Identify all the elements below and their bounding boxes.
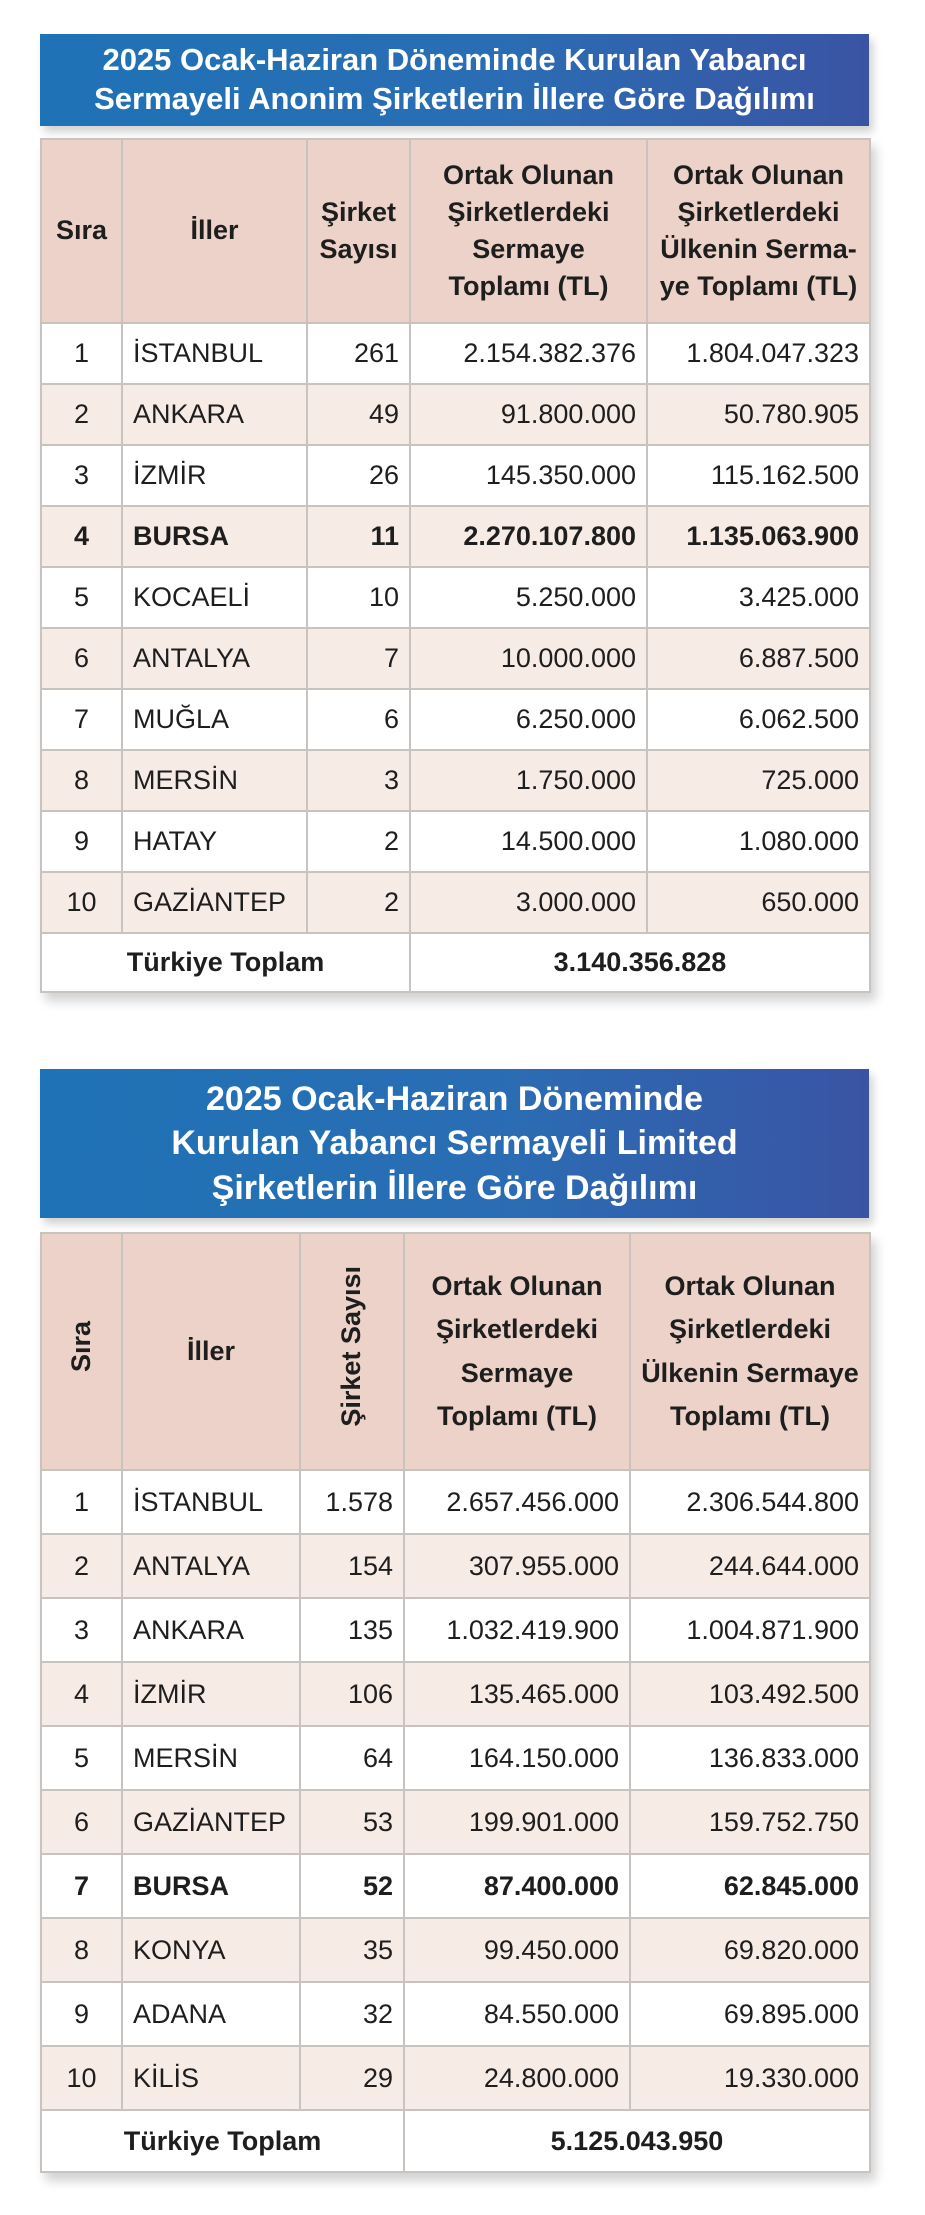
table-row <box>41 2046 870 2110</box>
cell-sira: 9 <box>41 1982 122 2046</box>
cell-sira: 3 <box>41 1598 122 1662</box>
cell-il: İZMİR <box>122 1662 300 1726</box>
cell-sira: 6 <box>41 628 122 689</box>
total-label: Türkiye Toplam <box>41 2110 404 2172</box>
table-row <box>41 1982 870 2046</box>
cell-ulke-sermaye: 19.330.000 <box>630 2046 870 2110</box>
cell-sayi: 7 <box>307 628 410 689</box>
header-sira: Sıra <box>41 139 122 323</box>
header-sira <box>41 1233 122 1470</box>
cell-il: KONYA <box>122 1918 300 1982</box>
table-row-highlighted <box>41 506 870 567</box>
cell-sayi: 52 <box>300 1854 404 1918</box>
anonim-table <box>40 138 871 993</box>
header-iller: İller <box>122 1233 300 1470</box>
cell-il: HATAY <box>122 811 307 872</box>
header-ulke-sermaye-toplami: Ortak Olunan Şirketlerdeki Ülkenin Serma-ye Toplamı (TL) <box>647 139 870 323</box>
cell-sira: 8 <box>41 1918 122 1982</box>
cell-sermaye: 14.500.000 <box>410 811 647 872</box>
cell-sermaye: 1.750.000 <box>410 750 647 811</box>
cell-ulke-sermaye: 159.752.750 <box>630 1790 870 1854</box>
cell-ulke-sermaye: 50.780.905 <box>647 384 870 445</box>
cell-sayi: 53 <box>300 1790 404 1854</box>
cell-sermaye: 3.000.000 <box>410 872 647 933</box>
cell-sira: 3 <box>41 445 122 506</box>
cell-sermaye: 2.270.107.800 <box>410 506 647 567</box>
cell-il: GAZİANTEP <box>122 872 307 933</box>
cell-il: GAZİANTEP <box>122 1790 300 1854</box>
cell-ulke-sermaye: 136.833.000 <box>630 1726 870 1790</box>
cell-il: KİLİS <box>122 2046 300 2110</box>
cell-sayi: 64 <box>300 1726 404 1790</box>
cell-il: KOCAELİ <box>122 567 307 628</box>
cell-sira: 9 <box>41 811 122 872</box>
cell-ulke-sermaye: 1.135.063.900 <box>647 506 870 567</box>
cell-sira: 6 <box>41 1790 122 1854</box>
table-row <box>41 1470 870 1534</box>
cell-ulke-sermaye: 69.895.000 <box>630 1982 870 2046</box>
table-row <box>41 1662 870 1726</box>
cell-il: İSTANBUL <box>122 323 307 384</box>
cell-il: ANTALYA <box>122 628 307 689</box>
table-row <box>41 1726 870 1790</box>
cell-sermaye: 24.800.000 <box>404 2046 630 2110</box>
limited-title-line-2: Kurulan Yabancı Sermayeli Limited <box>171 1124 738 1163</box>
cell-sira: 2 <box>41 384 122 445</box>
cell-ulke-sermaye: 1.080.000 <box>647 811 870 872</box>
total-row <box>41 933 870 992</box>
table-row <box>41 750 870 811</box>
cell-il: MERSİN <box>122 750 307 811</box>
header-iller: İller <box>122 139 307 323</box>
cell-sermaye: 84.550.000 <box>404 1982 630 2046</box>
header-sirket-sayisi <box>300 1233 404 1470</box>
header-sermaye-toplami: Ortak Olunan Şirketlerdeki Sermaye Toplamı (TL) <box>410 139 647 323</box>
cell-sayi: 11 <box>307 506 410 567</box>
cell-sayi: 135 <box>300 1598 404 1662</box>
cell-sayi: 10 <box>307 567 410 628</box>
anonim-header-row <box>41 139 870 323</box>
table-row <box>41 445 870 506</box>
cell-il: ANKARA <box>122 384 307 445</box>
table-row <box>41 1534 870 1598</box>
cell-sermaye: 6.250.000 <box>410 689 647 750</box>
limited-table <box>40 1232 871 2173</box>
cell-sayi: 106 <box>300 1662 404 1726</box>
cell-il: ANKARA <box>122 1598 300 1662</box>
cell-sira: 8 <box>41 750 122 811</box>
cell-sermaye: 307.955.000 <box>404 1534 630 1598</box>
cell-il: MUĞLA <box>122 689 307 750</box>
cell-ulke-sermaye: 725.000 <box>647 750 870 811</box>
cell-sermaye: 164.150.000 <box>404 1726 630 1790</box>
cell-sayi: 6 <box>307 689 410 750</box>
table-row <box>41 628 870 689</box>
cell-ulke-sermaye: 6.062.500 <box>647 689 870 750</box>
cell-sira: 4 <box>41 506 122 567</box>
cell-sira: 5 <box>41 1726 122 1790</box>
header-sira-text: Sıra <box>65 1320 96 1372</box>
cell-sermaye: 2.154.382.376 <box>410 323 647 384</box>
cell-sermaye: 135.465.000 <box>404 1662 630 1726</box>
cell-sayi: 26 <box>307 445 410 506</box>
cell-il: BURSA <box>122 506 307 567</box>
cell-ulke-sermaye: 115.162.500 <box>647 445 870 506</box>
cell-sira: 7 <box>41 1854 122 1918</box>
cell-sayi: 2 <box>307 872 410 933</box>
table-row <box>41 1598 870 1662</box>
limited-header-row <box>41 1233 870 1470</box>
cell-sermaye: 99.450.000 <box>404 1918 630 1982</box>
cell-sira: 1 <box>41 1470 122 1534</box>
table-row <box>41 384 870 445</box>
table-row <box>41 872 870 933</box>
cell-sermaye: 1.032.419.900 <box>404 1598 630 1662</box>
total-value: 3.140.356.828 <box>410 933 870 992</box>
cell-sayi: 154 <box>300 1534 404 1598</box>
table-row <box>41 1790 870 1854</box>
cell-sermaye: 199.901.000 <box>404 1790 630 1854</box>
cell-sira: 2 <box>41 1534 122 1598</box>
cell-sermaye: 87.400.000 <box>404 1854 630 1918</box>
cell-ulke-sermaye: 650.000 <box>647 872 870 933</box>
cell-sayi: 2 <box>307 811 410 872</box>
header-ulke-sermaye-toplami: Ortak Olunan Şirketlerdeki Ülkenin Sermaye Toplamı (TL) <box>630 1233 870 1470</box>
cell-ulke-sermaye: 69.820.000 <box>630 1918 870 1982</box>
table-row <box>41 1918 870 1982</box>
cell-ulke-sermaye: 2.306.544.800 <box>630 1470 870 1534</box>
cell-il: ANTALYA <box>122 1534 300 1598</box>
header-sirket-sayisi: Şirket Sayısı <box>307 139 410 323</box>
cell-il: İSTANBUL <box>122 1470 300 1534</box>
cell-ulke-sermaye: 3.425.000 <box>647 567 870 628</box>
total-row <box>41 2110 870 2172</box>
table-row <box>41 323 870 384</box>
limited-title-line-3: Şirketlerin İllere Göre Dağılımı <box>211 1168 698 1207</box>
cell-sayi: 32 <box>300 1982 404 2046</box>
cell-sermaye: 5.250.000 <box>410 567 647 628</box>
cell-sermaye: 2.657.456.000 <box>404 1470 630 1534</box>
table-row-highlighted <box>41 1854 870 1918</box>
cell-sermaye: 10.000.000 <box>410 628 647 689</box>
cell-sira: 5 <box>41 567 122 628</box>
cell-sira: 10 <box>41 2046 122 2110</box>
cell-il: BURSA <box>122 1854 300 1918</box>
cell-il: ADANA <box>122 1982 300 2046</box>
cell-sira: 10 <box>41 872 122 933</box>
cell-sermaye: 91.800.000 <box>410 384 647 445</box>
anonim-title-line-2: Sermayeli Anonim Şirketlerin İllere Göre Dağılımı <box>94 81 815 116</box>
limited-title-line-1: 2025 Ocak-Haziran Döneminde <box>206 1080 703 1119</box>
cell-sayi: 3 <box>307 750 410 811</box>
cell-sayi: 261 <box>307 323 410 384</box>
header-sermaye-toplami: Ortak Olunan Şirketlerdeki Sermaye Toplamı (TL) <box>404 1233 630 1470</box>
cell-sira: 4 <box>41 1662 122 1726</box>
cell-sayi: 29 <box>300 2046 404 2110</box>
anonim-title-line-1: 2025 Ocak-Haziran Döneminde Kurulan Yabancı <box>102 42 807 78</box>
table-row <box>41 567 870 628</box>
cell-sayi: 49 <box>307 384 410 445</box>
table-row <box>41 811 870 872</box>
cell-ulke-sermaye: 1.804.047.323 <box>647 323 870 384</box>
cell-ulke-sermaye: 1.004.871.900 <box>630 1598 870 1662</box>
table-row <box>41 689 870 750</box>
cell-il: İZMİR <box>122 445 307 506</box>
header-sirket-sayisi-text: Şirket Sayısı <box>336 1266 367 1427</box>
cell-ulke-sermaye: 103.492.500 <box>630 1662 870 1726</box>
limited-table-title <box>40 1069 869 1218</box>
cell-sira: 7 <box>41 689 122 750</box>
total-value: 5.125.043.950 <box>404 2110 870 2172</box>
cell-ulke-sermaye: 6.887.500 <box>647 628 870 689</box>
cell-ulke-sermaye: 62.845.000 <box>630 1854 870 1918</box>
cell-sayi: 1.578 <box>300 1470 404 1534</box>
cell-il: MERSİN <box>122 1726 300 1790</box>
cell-sermaye: 145.350.000 <box>410 445 647 506</box>
total-label: Türkiye Toplam <box>41 933 410 992</box>
cell-sira: 1 <box>41 323 122 384</box>
anonim-table-title <box>40 34 869 126</box>
cell-sayi: 35 <box>300 1918 404 1982</box>
cell-ulke-sermaye: 244.644.000 <box>630 1534 870 1598</box>
